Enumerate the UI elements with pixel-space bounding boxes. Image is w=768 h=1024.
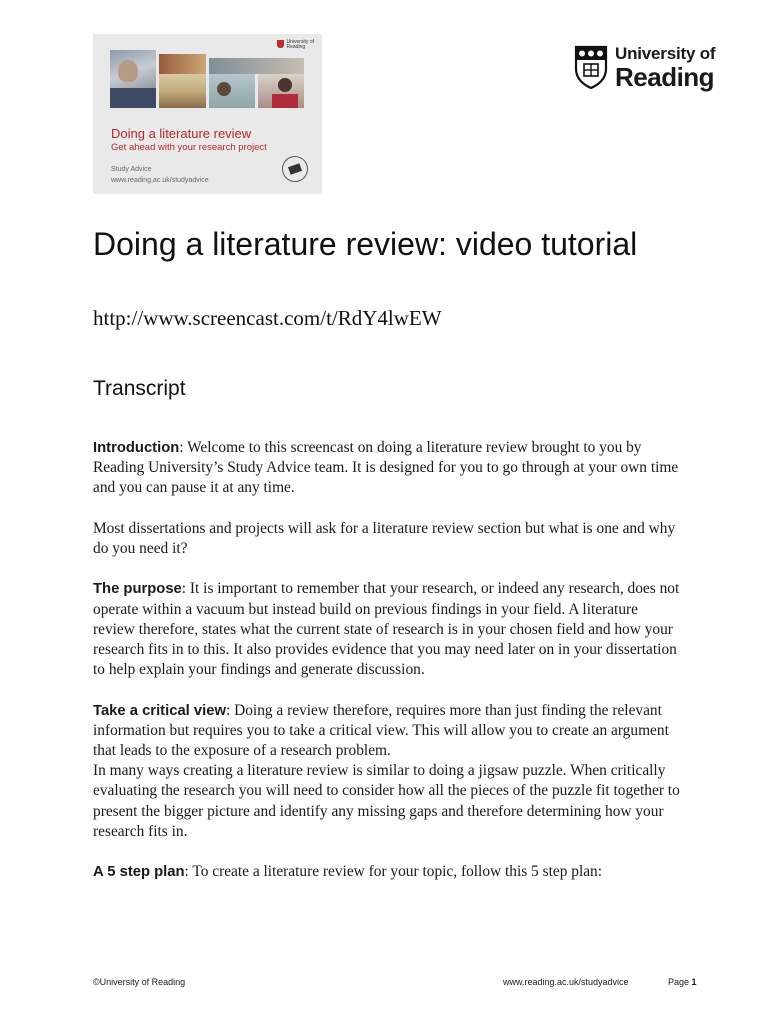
paragraph-text: : To create a literature review for your topic, follow this 5 step plan: (184, 863, 603, 881)
paragraph-question (93, 519, 683, 559)
logo-line2: Reading (615, 62, 715, 92)
thumbnail-url: www.reading.ac.uk/studyadvice (111, 177, 209, 184)
paragraph-text-continued: In many ways creating a literature review is similar to doing a jigsaw puzzle. When critically evaluating the research you will need to consider how all the pieces of the puzzle fit together to present the bigger picture and identify any missing gaps and therefore determining how your research fits in. (93, 762, 680, 840)
video-link[interactable]: http://www.screencast.com/t/RdY4lwEW (93, 306, 442, 330)
logo-line1: University of (615, 44, 716, 63)
transcript-heading: Transcript (93, 377, 186, 400)
page-label: Page (668, 977, 690, 987)
stamp-icon (278, 152, 311, 185)
paragraph-lead: The purpose (93, 581, 182, 598)
paragraph-step-plan (93, 862, 683, 882)
transcript-body (93, 438, 683, 903)
paragraph-lead: Introduction (93, 440, 180, 456)
thumbnail-title: Doing a literature review (111, 126, 252, 141)
paragraph-text: : It is important to remember that your research, or indeed any research, does not operate within a vacuum but instead build on previous findings in your field. A literature review therefore, states what the current state of research is in your chosen field and how your research fits in to this. It also provides evidence that you may need later on in your dissertation to help explain your findings and generate discussion. (93, 580, 680, 679)
thumbnail-section: Study Advice (111, 166, 152, 173)
footer-page (668, 977, 697, 987)
thumbnail-logo-line2: Reading (286, 44, 306, 50)
page-title: Doing a literature review: video tutorial (93, 226, 638, 262)
video-thumbnail[interactable] (93, 34, 322, 194)
paragraph-text: : Doing a review therefore, requires more than just finding the relevant information but requires you to take a critical view. This will allow you to create an argument that leads to the exposure of a research problem. (93, 701, 669, 759)
paragraph-lead: A 5 step plan (93, 864, 185, 881)
footer-copyright: ©University of Reading (93, 977, 186, 987)
university-crest-icon (574, 45, 608, 89)
thumbnail-photo-library (209, 58, 304, 74)
paragraph-purpose (93, 579, 683, 680)
paragraph-introduction (93, 438, 683, 499)
paragraph-lead: Take a critical view (93, 702, 226, 719)
thumbnail-photo-reading (209, 74, 255, 108)
paragraph-critical-view (93, 701, 683, 842)
paragraph-text: Most dissertations and projects will ask for a literature review section but what is one and why do you need it? (93, 519, 676, 557)
paragraph-text: : Welcome to this screencast on doing a literature review brought to you by Reading University’s Study Advice team. It is designed for you to go through at your own time and you can pause it at any time. (93, 439, 679, 497)
thumbnail-logo (277, 40, 314, 50)
thumbnail-photo-group (159, 74, 206, 108)
page-number: 1 (691, 977, 697, 987)
university-logo (574, 45, 715, 91)
footer-url[interactable]: www.reading.ac.uk/studyadvice (503, 977, 629, 987)
crest-icon (277, 40, 284, 48)
thumbnail-photo-student (110, 50, 156, 108)
thumbnail-logo-line1: University of (286, 39, 314, 45)
thumbnail-subtitle: Get ahead with your research project (111, 142, 267, 153)
thumbnail-photo-study (258, 74, 304, 108)
thumbnail-photo-art (159, 54, 206, 74)
